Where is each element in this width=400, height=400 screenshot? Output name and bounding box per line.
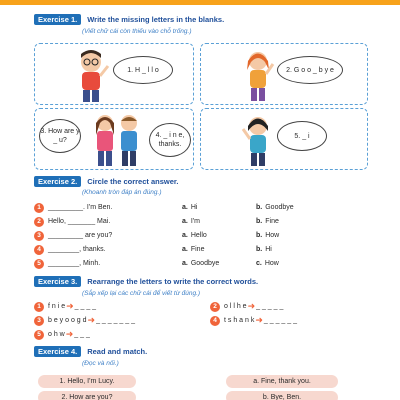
option-a[interactable]: a. Goodbye [182,260,220,267]
rearrange-item-2 [210,301,283,312]
girl-waving-black-hair-illustration [241,113,275,169]
exercise-2-header [34,176,179,187]
scrambled-letters: b e y o o g d [48,317,87,324]
exercise-3-header [34,276,258,287]
question-number: 1 [34,302,44,312]
question-number: 3 [34,231,44,241]
exercise-2-row-1 [34,202,374,213]
question-text: Hello, _______ Mai. [48,218,111,225]
exercise-2-row-3 [34,230,374,241]
exercise-4-header [34,346,147,357]
exercise-3-title: Rearrange the letters to write the correct words. [87,277,259,286]
exercise-2-row-2 [34,216,374,227]
option-b[interactable]: b. Goodbye [256,204,294,211]
girl-waving-illustration [241,48,275,104]
rearrange-item-1 [34,301,96,312]
answer-blank[interactable]: _ _ _ _ [74,303,97,310]
option-a[interactable]: a. I'm [182,218,200,225]
exercise-4-subtitle: (Đọc và nối.) [82,360,119,367]
arrow-right-icon: ➜ [247,301,256,311]
exercise-4-title: Read and match. [87,347,148,356]
option-a[interactable]: a. Hi [182,204,198,211]
exercise-2-badge: Exercise 2. [34,176,81,187]
answer-blank[interactable]: _ _ _ _ _ _ _ [96,317,135,324]
question-number: 3 [34,316,44,326]
rearrange-item-3 [34,315,135,326]
exercise-3-subtitle: (Sắp xếp lại các chữ cái để viết từ đúng.) [82,290,201,297]
exercise-2-row-4 [34,244,374,255]
match-left-1[interactable]: 1. Hello, I'm Lucy. [38,375,136,388]
question-number: 4 [34,245,44,255]
question-number: 2 [34,217,44,227]
picture-box-3 [34,108,194,170]
exercise-1-header [34,14,224,25]
exercise-2-subtitle: (Khoanh tròn đáp án đúng.) [82,189,162,196]
exercise-1-subtitle: (Viết chữ cái còn thiếu vào chỗ trống.) [82,28,192,35]
question-text: _________. I'm Ben. [48,204,113,211]
picture-box-2 [200,43,368,105]
rearrange-item-5 [34,329,90,340]
arrow-right-icon: ➜ [65,329,74,339]
exercise-2-title: Circle the correct answer. [87,177,179,186]
answer-blank[interactable]: _ _ _ _ _ [256,303,284,310]
exercise-1-title: Write the missing letters in the blanks. [87,15,225,24]
option-a[interactable]: a. Hello [182,232,207,239]
question-text: _________ are you? [48,232,113,239]
scrambled-letters: t s h a n k [224,317,255,324]
arrow-right-icon: ➜ [255,315,263,325]
question-text: ________, thanks. [48,246,106,253]
question-number: 2 [210,302,220,312]
scrambled-letters: o l l h e [224,303,247,310]
picture-box-1 [34,43,194,105]
answer-blank[interactable]: _ _ _ _ _ _ [263,317,297,324]
answer-blank[interactable]: _ _ _ [74,331,90,338]
option-c[interactable]: c. How [256,260,279,267]
option-b[interactable]: b. Fine [256,218,279,225]
two-children-greeting-illustration [87,111,147,169]
exercise-3-badge: Exercise 3. [34,276,81,287]
arrow-right-icon: ➜ [87,315,96,325]
speech-bubble-1: 1. H _ l l o [113,56,173,84]
speech-bubble-4: 4. _ i n e, thanks. [149,123,191,157]
match-left-2[interactable]: 2. How are you? [38,391,136,400]
boy-with-glasses-illustration [71,48,111,104]
scrambled-letters: f n i e [48,303,66,310]
option-a[interactable]: a. Fine [182,246,205,253]
scrambled-letters: o h w [48,331,65,338]
match-right-b[interactable]: b. Bye, Ben. [226,391,338,400]
question-number: 5 [34,259,44,269]
top-accent-bar [0,0,400,5]
question-number: 4 [210,316,220,326]
speech-bubble-2: 2. G o o _ b y e [277,56,343,84]
option-b[interactable]: b. Hi [256,246,272,253]
question-number: 5 [34,330,44,340]
exercise-1-badge: Exercise 1. [34,14,81,25]
speech-bubble-3: 3. How are y _ u? [39,119,81,153]
question-text: ________, Minh. [48,260,101,267]
exercise-4-badge: Exercise 4. [34,346,81,357]
option-b[interactable]: b. How [256,232,280,239]
question-number: 1 [34,203,44,213]
speech-bubble-5: 5. _ i [277,121,327,151]
exercise-2-row-5 [34,258,374,269]
arrow-right-icon: ➜ [66,301,74,311]
picture-box-4 [200,108,368,170]
rearrange-item-4 [210,315,297,326]
match-right-a[interactable]: a. Fine, thank you. [226,375,338,388]
